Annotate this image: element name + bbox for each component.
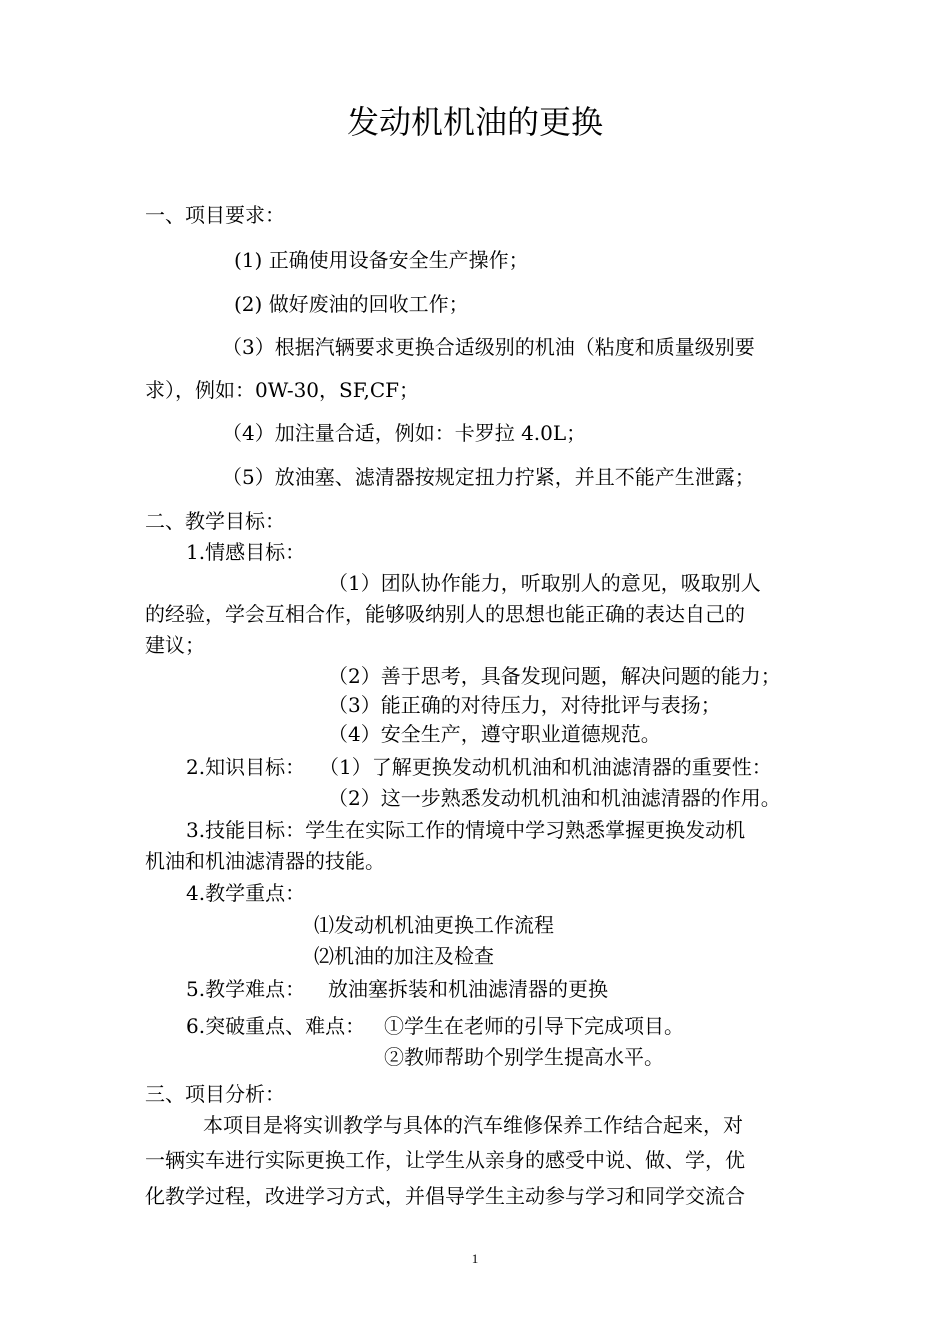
breakthrough-line: ②教师帮助个别学生提高水平。 xyxy=(384,1045,664,1069)
emotion-goal-line: （2）善于思考，具备发现问题，解决问题的能力； xyxy=(328,664,781,688)
difficulty-text: 放油塞拆装和机油滤清器的更换 xyxy=(328,977,608,1001)
goal-subtitle-emotion: 1.情感目标： xyxy=(186,540,306,564)
analysis-paragraph-line: 本项目是将实训教学与具体的汽车维修保养工作结合起来，对 xyxy=(203,1113,743,1137)
goal-subtitle-knowledge: 2.知识目标： xyxy=(186,755,306,779)
requirement-item: （4）加注量合适，例如：卡罗拉 4.0L； xyxy=(222,421,587,445)
breakthrough-line: ①学生在老师的引导下完成项目。 xyxy=(384,1014,684,1038)
analysis-paragraph-line: 一辆实车进行实际更换工作，让学生从亲身的感受中说、做、学，优 xyxy=(145,1148,745,1172)
key-point-line: ⑴发动机机油更换工作流程 xyxy=(314,913,554,937)
goal-subtitle-key-points: 4.教学重点： xyxy=(186,881,306,905)
requirement-item: （5）放油塞、滤清器按规定扭力拧紧，并且不能产生泄露； xyxy=(222,465,755,489)
section-heading-goals: 二、教学目标： xyxy=(145,509,285,533)
emotion-goal-line: 建议； xyxy=(145,633,205,657)
analysis-paragraph-line: 化教学过程，改进学习方式，并倡导学生主动参与学习和同学交流合 xyxy=(145,1184,745,1208)
knowledge-goal-line: （1）了解更换发动机机油和机油滤清器的重要性： xyxy=(319,755,772,779)
key-point-line: ⑵机油的加注及检查 xyxy=(314,944,494,968)
knowledge-goal-line: （2）这一步熟悉发动机机油和机油滤清器的作用。 xyxy=(328,786,781,810)
emotion-goal-line: 的经验，学会互相合作，能够吸纳别人的思想也能正确的表达自己的 xyxy=(145,602,745,626)
goal-subtitle-difficulty: 5.教学难点： xyxy=(186,977,306,1001)
goal-subtitle-breakthrough: 6.突破重点、难点： xyxy=(186,1014,366,1038)
emotion-goal-line: （3）能正确的对待压力，对待批评与表扬； xyxy=(328,693,721,717)
requirement-item-continued: 求），例如：0W-30，SF,CF； xyxy=(145,378,420,402)
emotion-goal-line: （1）团队协作能力，听取别人的意见，吸取别人 xyxy=(328,571,761,595)
document-title: 发动机机油的更换 xyxy=(346,103,603,141)
skill-goal-line: 机油和机油滤清器的技能。 xyxy=(145,849,385,873)
requirement-item: （3）根据汽辆要求更换合适级别的机油（粘度和质量级别要 xyxy=(222,335,755,359)
requirement-item: (2) 做好废油的回收工作； xyxy=(234,292,469,316)
emotion-goal-line: （4）安全生产，遵守职业道德规范。 xyxy=(328,722,661,746)
skill-goal-line: 3.技能目标：学生在实际工作的情境中学习熟悉掌握更换发动机 xyxy=(186,818,746,842)
page-number: 1 xyxy=(471,1251,479,1266)
section-heading-requirements: 一、项目要求： xyxy=(145,203,285,227)
requirement-item: (1) 正确使用设备安全生产操作； xyxy=(234,248,529,272)
section-heading-analysis: 三、项目分析： xyxy=(145,1082,285,1106)
